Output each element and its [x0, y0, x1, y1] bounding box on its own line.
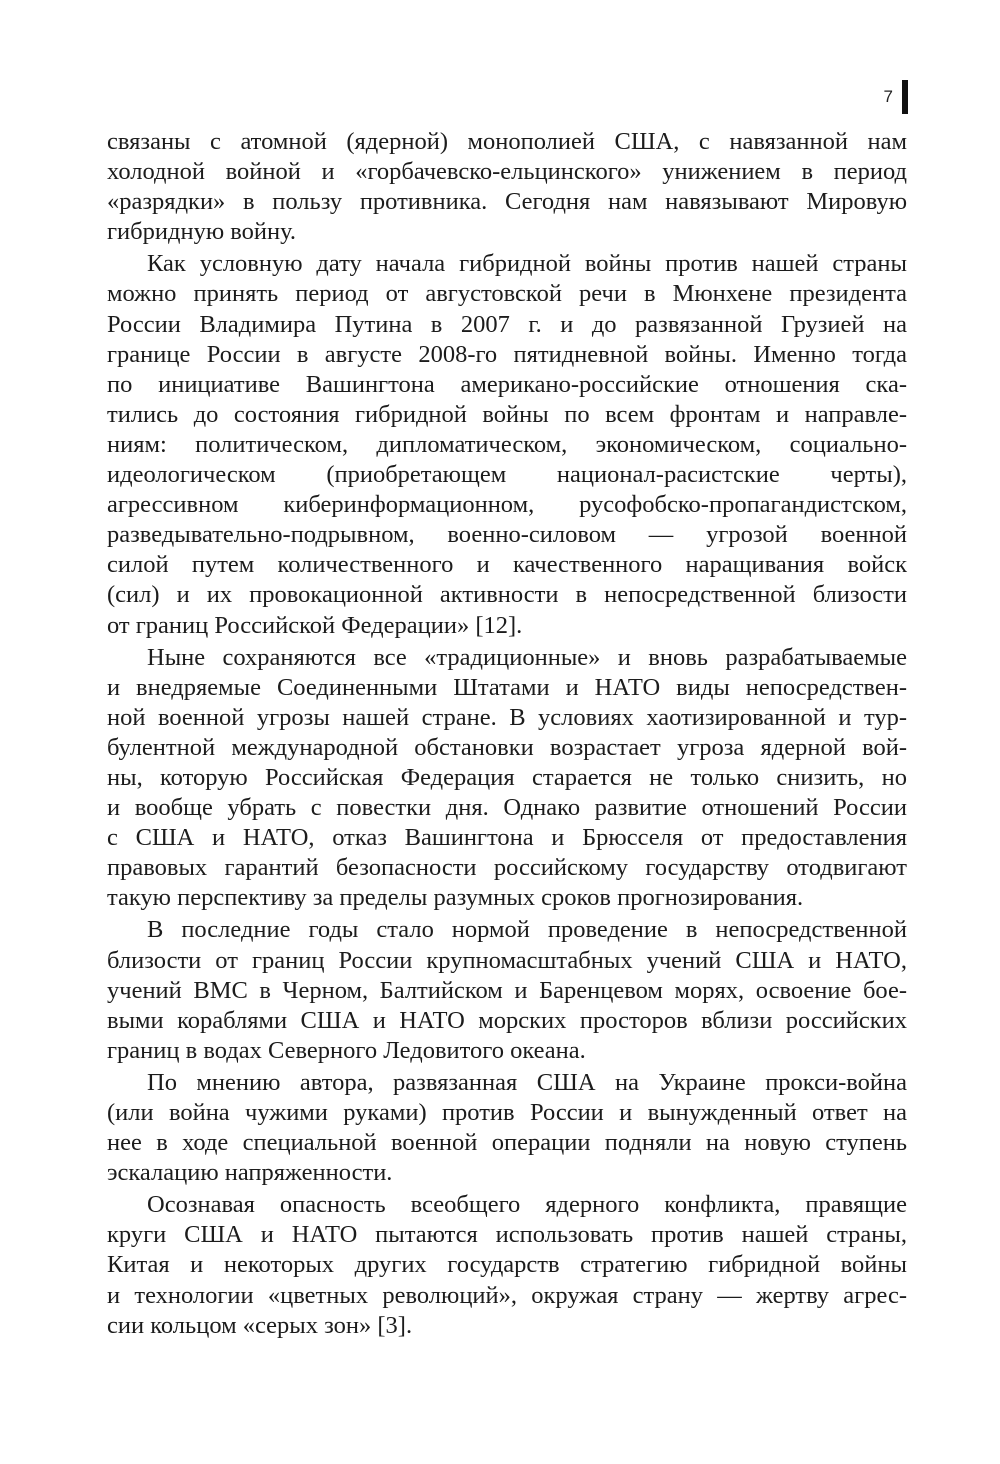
text-body	[107, 127, 907, 1341]
text-line: и технологии «цветных революций», окружая страну — жертву агрес-	[107, 1281, 907, 1309]
text-line: от границ Российской Федерации» [12].	[107, 611, 523, 639]
text-line: идеологическом (приобретающем национал-расистские черты),	[107, 461, 907, 489]
text-line: «разрядки» в пользу противника. Сегодня нам навязывают Мировую	[107, 188, 907, 216]
page-header	[884, 80, 908, 114]
text-line: России Владимира Путина в 2007 г. и до развязанной Грузией на	[107, 310, 907, 338]
text-line: эскалацию напряженности.	[107, 1159, 393, 1187]
paragraph	[107, 915, 907, 1065]
text-line: холодной войной и «горбачевско-ельцинского» унижением в период	[107, 158, 907, 186]
text-line: тились до состояния гибридной войны по всем фронтам и направле-	[107, 400, 907, 428]
text-line: По мнению автора, развязанная США на Украине прокси-война	[147, 1068, 907, 1096]
text-line: правовых гарантий безопасности российскому государству отодвигают	[107, 854, 907, 882]
text-line: сии кольцом «серых зон» [3].	[107, 1311, 413, 1339]
text-line: (или война чужими руками) против России и вынужденный ответ на	[107, 1099, 907, 1126]
text-line: разведывательно-подрывном, военно-силовом — угрозой военной	[107, 521, 907, 549]
text-line: такую перспективу за пределы разумных сроков прогнозирования.	[107, 884, 804, 912]
text-line: по инициативе Вашингтона американо-российские отношения ска-	[107, 370, 907, 398]
text-line: В последние годы стало нормой проведение в непосредственной	[147, 916, 907, 944]
page-marker-bar	[902, 80, 908, 114]
paragraph	[107, 1190, 907, 1340]
text-line: нее в ходе специальной военной операции подняли на новую ступень	[107, 1129, 907, 1157]
paragraph	[107, 127, 907, 247]
paragraph	[107, 643, 907, 914]
paragraph	[107, 1068, 907, 1188]
text-line: Как условную дату начала гибридной войны против нашей страны	[147, 250, 907, 278]
text-line: булентной международной обстановки возрастает угроза ядерной вой-	[107, 733, 907, 761]
text-line: Ныне сохраняются все «традиционные» и вновь разрабатываемые	[147, 643, 907, 671]
text-line: круги США и НАТО пытаются использовать против нашей страны,	[107, 1221, 907, 1249]
text-line: с США и НАТО, отказ Вашингтона и Брюсселя от предоставления	[107, 824, 907, 852]
text-line: ной военной угрозы нашей стране. В условиях хаотизированной и тур-	[107, 703, 907, 731]
text-line: связаны с атомной (ядерной) монополией США, с навязанной нам	[107, 128, 907, 155]
text-line: Китая и некоторых других государств стратегию гибридной войны	[107, 1251, 907, 1279]
text-line: близости от границ России крупномасштабных учений США и НАТО,	[107, 946, 907, 974]
text-line: ниям: политическом, дипломатическом, экономическом, социально-	[107, 430, 907, 458]
page-number: 7	[883, 87, 893, 106]
text-line: Осознавая опасность всеобщего ядерного конфликта, правящие	[147, 1191, 907, 1219]
text-line: границ в водах Северного Ледовитого океана.	[107, 1036, 586, 1064]
text-line: агрессивном киберинформационном, русофобско-пропагандистском,	[107, 491, 907, 519]
text-line: и внедряемые Соединенными Штатами и НАТО виды непосредствен-	[107, 673, 907, 701]
text-line: учений ВМС в Черном, Балтийском и Баренцевом морях, освоение бое-	[107, 976, 907, 1004]
text-line: (сил) и их провокационной активности в непосредственной близости	[107, 581, 907, 609]
text-line: можно принять период от августовской речи в Мюнхене президента	[107, 280, 907, 308]
text-line: гибридную войну.	[107, 218, 297, 246]
text-line: ны, которую Российская Федерация старается не только снизить, но	[107, 763, 907, 791]
text-line: границе России в августе 2008-го пятидневной войны. Именно тогда	[107, 340, 907, 368]
text-line: и вообще убрать с повестки дня. Однако развитие отношений России	[107, 794, 907, 822]
paragraph	[107, 249, 907, 640]
text-line: силой путем количественного и качественного наращивания войск	[107, 551, 907, 579]
text-line: выми кораблями США и НАТО морских просторов вблизи российских	[107, 1006, 907, 1034]
